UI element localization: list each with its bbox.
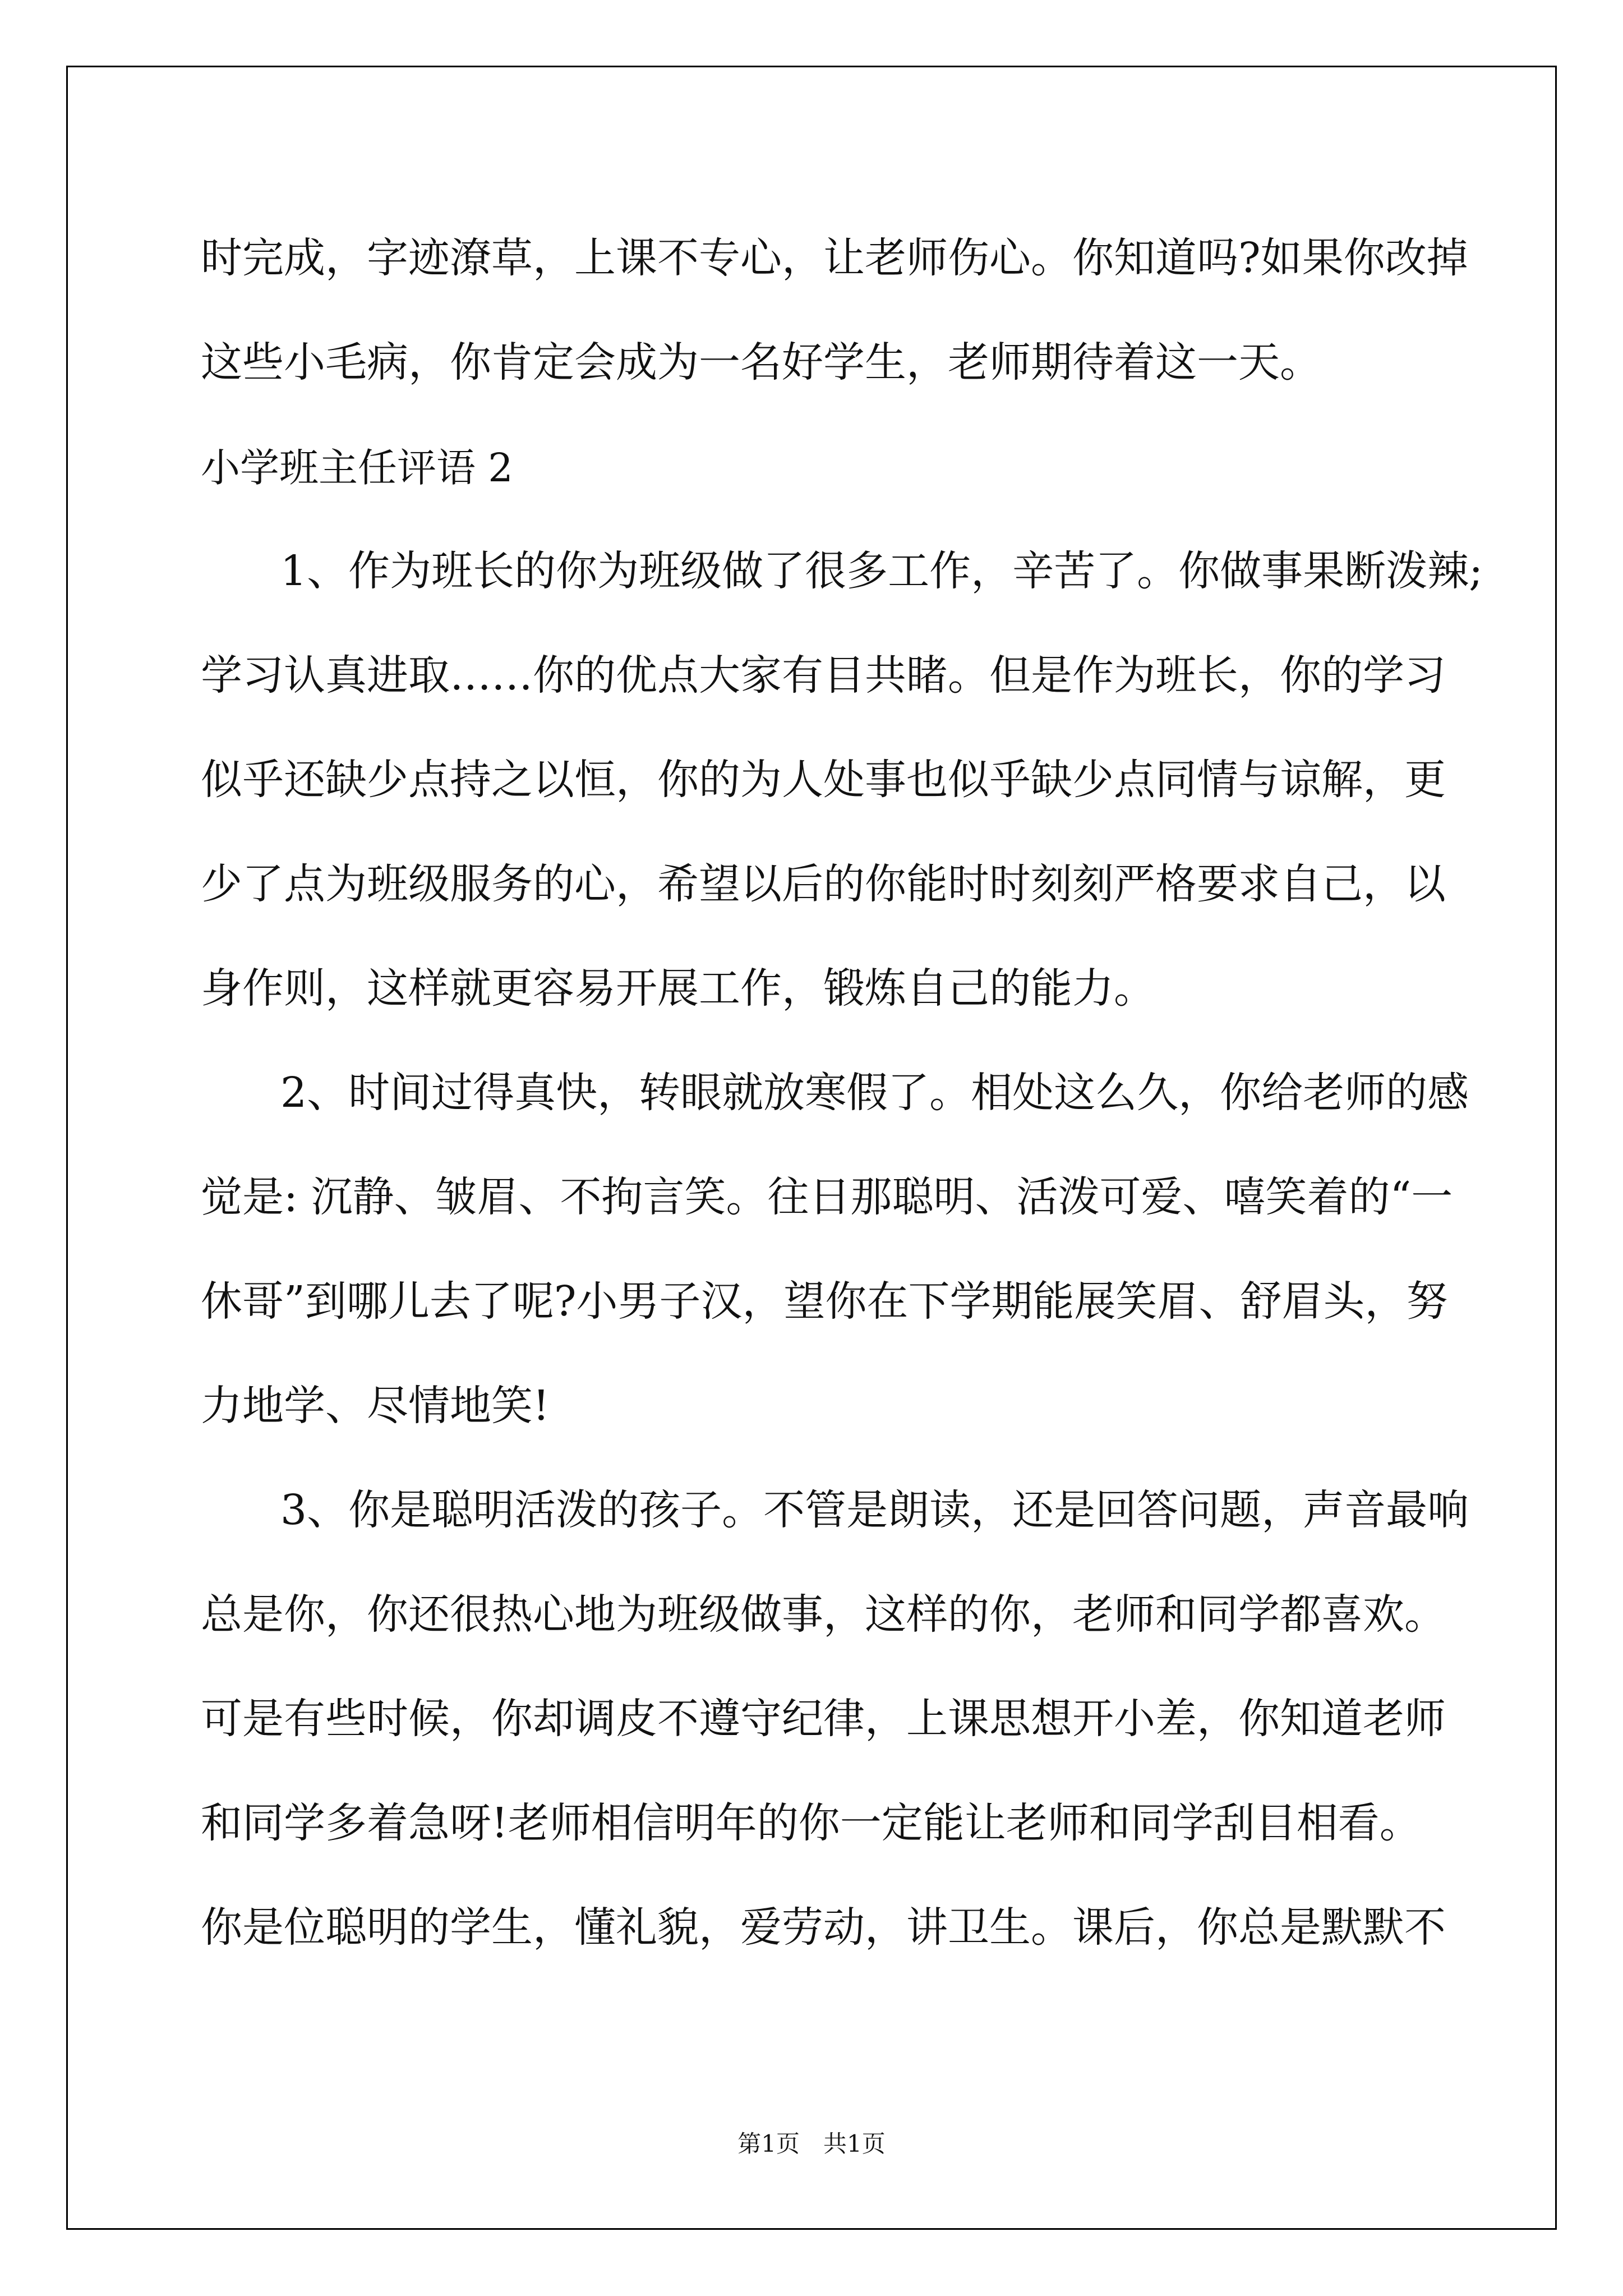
body-line: 时完成，字迹潦草，上课不专心，让老师伤心。你知道吗?如果你改掉 <box>201 234 1468 282</box>
body-line: 总是你，你还很热心地为班级做事，这样的你，老师和同学都喜欢。 <box>201 1590 1446 1639</box>
body-line: 休哥”到哪儿去了呢?小男子汉，望你在下学期能展笑眉、舒眉头，努 <box>201 1277 1448 1326</box>
section-heading: 小学班主任评语 2 <box>201 445 513 491</box>
body-line: 少了点为班级服务的心，希望以后的你能时时刻刻严格要求自己，以 <box>201 860 1446 908</box>
body-line: 似乎还缺少点持之以恒，你的为人处事也似乎缺少点同情与谅解，更 <box>201 756 1446 804</box>
body-line: 1、作为班长的你为班级做了很多工作，辛苦了。你做事果断泼辣; <box>280 547 1483 595</box>
page-number: 第1页 共1页 <box>737 2130 886 2157</box>
body-line: 学习认真进取……你的优点大家有目共睹。但是作为班长，你的学习 <box>201 651 1446 700</box>
body-line: 力地学、尽情地笑! <box>201 1382 550 1430</box>
body-line: 3、你是聪明活泼的孩子。不管是朗读，还是回答问题，声音最响 <box>280 1486 1469 1534</box>
body-line: 这些小毛病，你肯定会成为一名好学生，老师期待着这一天。 <box>201 338 1321 386</box>
body-line: 和同学多着急呀!老师相信明年的你一定能让老师和同学刮目相看。 <box>201 1799 1421 1847</box>
body-line: 身作则，这样就更容易开展工作，锻炼自己的能力。 <box>201 964 1155 1013</box>
body-line: 觉是: 沉静、皱眉、不拘言笑。往日那聪明、活泼可爱、嘻笑着的“一 <box>201 1173 1453 1221</box>
body-line: 2、时间过得真快，转眼就放寒假了。相处这么久，你给老师的感 <box>280 1069 1469 1117</box>
body-line: 你是位聪明的学生，懂礼貌，爱劳动，讲卫生。课后，你总是默默不 <box>201 1903 1446 1952</box>
body-line: 可是有些时候，你却调皮不遵守纪律，上课思想开小差，你知道老师 <box>201 1695 1446 1743</box>
